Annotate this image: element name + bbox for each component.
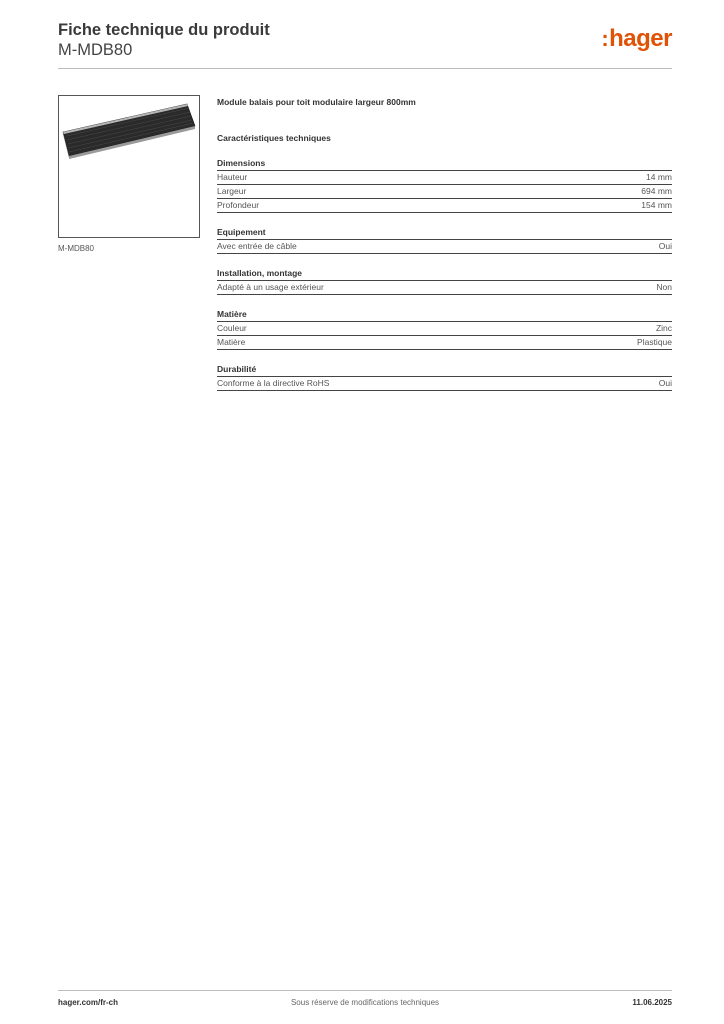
specs-title: Caractéristiques techniques — [217, 133, 331, 143]
spec-label: Largeur — [217, 186, 247, 196]
logo-text: hager — [609, 25, 672, 52]
spec-value: 14 mm — [646, 172, 672, 182]
page-header — [58, 20, 672, 70]
footer-divider — [58, 990, 672, 991]
section-durabilite — [217, 363, 672, 391]
section-title: Dimensions — [217, 158, 266, 168]
footer-date: 11.06.2025 — [632, 998, 672, 1007]
spec-row — [217, 239, 672, 254]
spec-label: Adapté à un usage extérieur — [217, 282, 324, 292]
product-description: Module balais pour toit modulaire largeur 800mm — [217, 97, 416, 107]
image-caption: M-MDB80 — [58, 244, 95, 253]
spec-row — [217, 170, 672, 184]
section-title: Matière — [217, 309, 247, 319]
spec-row — [217, 198, 672, 213]
spec-value: Oui — [658, 241, 672, 251]
section-installation — [217, 267, 672, 295]
hager-logo — [601, 24, 672, 54]
spec-label: Avec entrée de câble — [217, 241, 297, 251]
page-footer — [58, 998, 672, 1010]
spec-value: 694 mm — [641, 186, 672, 196]
spec-row — [217, 184, 672, 198]
spec-row — [217, 335, 672, 350]
spec-value: Zinc — [655, 323, 672, 333]
footer-website-link[interactable]: hager.com/fr-ch — [58, 998, 119, 1007]
spec-label: Matière — [217, 337, 246, 347]
spec-row — [217, 280, 672, 295]
section-title: Equipement — [217, 227, 266, 237]
footer-disclaimer: Sous réserve de modifications techniques — [290, 998, 440, 1007]
spec-label: Hauteur — [217, 172, 248, 182]
logo-dots-icon: : — [601, 26, 609, 51]
product-image — [58, 95, 200, 238]
brush-module-illustration — [59, 96, 199, 237]
section-equipement — [217, 226, 672, 254]
spec-row — [217, 321, 672, 335]
page-title: Fiche technique du produit — [58, 21, 270, 39]
spec-value: 154 mm — [641, 200, 672, 210]
section-title: Durabilité — [217, 364, 257, 374]
spec-value: Plastique — [637, 337, 672, 347]
spec-label: Couleur — [217, 323, 247, 333]
spec-value: Non — [656, 282, 672, 292]
spec-label: Conforme à la directive RoHS — [217, 378, 330, 388]
spec-value: Oui — [658, 378, 672, 388]
spec-row — [217, 376, 672, 391]
section-matiere — [217, 308, 672, 350]
section-title: Installation, montage — [217, 268, 303, 278]
product-code: M-MDB80 — [58, 41, 133, 59]
section-dimensions — [217, 157, 672, 213]
header-divider — [58, 68, 672, 69]
spec-content — [217, 96, 672, 404]
spec-label: Profondeur — [217, 200, 260, 210]
